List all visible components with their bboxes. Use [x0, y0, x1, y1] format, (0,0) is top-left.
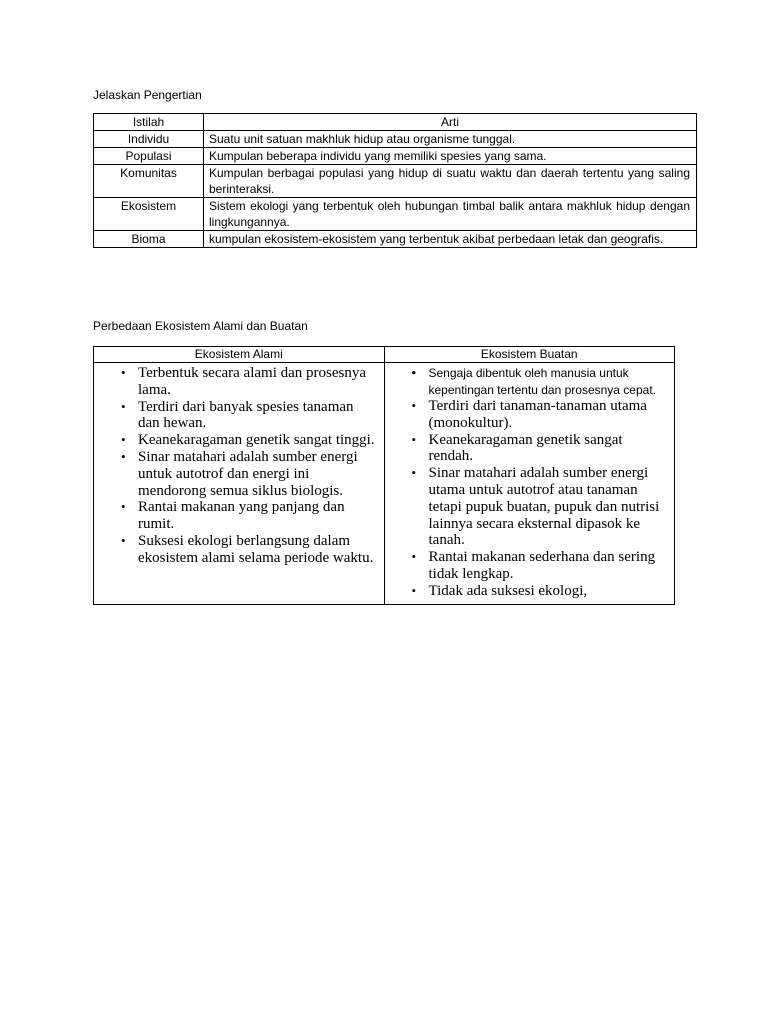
list-item-text: Sengaja dibentuk oleh manusia untuk kepentingan tertentu dan prosesnya cepat.	[428, 366, 656, 397]
comparison-header-row	[94, 347, 675, 363]
terms-col-meaning: Arti	[204, 114, 697, 131]
bullet-icon: •	[411, 398, 417, 413]
list-item-text: Keanekaragaman genetik sangat tinggi.	[138, 432, 375, 449]
bullet-icon: •	[121, 365, 126, 380]
list-item-text: Sinar matahari adalah sumber energi utama untuk autotrof atau tanaman tetapi pupuk buatan, pupuk dan nutrisi lainnya secara eksternal dipasok ke tanah.	[428, 465, 660, 549]
list-item	[385, 432, 669, 466]
term-cell: Bioma	[94, 231, 204, 248]
list-item	[385, 549, 669, 583]
list-item-text: Suksesi ekologi berlangsung dalam ekosistem alami selama periode waktu.	[138, 532, 374, 566]
term-cell: Individu	[94, 131, 204, 148]
table-row	[94, 231, 697, 248]
list-item	[385, 398, 669, 432]
section2-heading: Perbedaan Ekosistem Alami dan Buatan	[93, 319, 308, 333]
meaning-cell: Kumpulan berbagai populasi yang hidup di suatu waktu dan daerah tertentu yang saling berinteraksi.	[204, 165, 697, 198]
list-item-text: Sinar matahari adalah sumber energi untuk autotrof dan energi ini mendorong semua siklus biologis.	[138, 448, 358, 499]
list-item-text: Rantai makanan sederhana dan sering tidak lengkap.	[428, 549, 656, 582]
term-cell: Populasi	[94, 148, 204, 165]
list-item-text: Rantai makanan yang panjang dan rumit.	[138, 499, 345, 533]
terms-header-row	[94, 114, 697, 131]
list-item-text: Terdiri dari tanaman-tanaman utama (monokultur).	[428, 398, 647, 431]
list-item-text: Terdiri dari banyak spesies tanaman dan hewan.	[138, 398, 354, 432]
list-item	[94, 533, 378, 567]
bullet-icon: •	[411, 465, 417, 481]
artificial-list	[385, 365, 669, 600]
meaning-cell: Sistem ekologi yang terbentuk oleh hubungan timbal balik antara makhluk hidup dengan lingkungannya.	[204, 198, 697, 231]
meaning-cell: Suatu unit satuan makhluk hidup atau organisme tunggal.	[204, 131, 697, 148]
bullet-icon: •	[411, 431, 417, 447]
meaning-cell: kumpulan ekosistem-ekosistem yang terbentuk akibat perbedaan letak dan geografis.	[204, 231, 697, 248]
list-item	[385, 583, 669, 600]
bullet-icon: •	[121, 532, 126, 548]
natural-list	[94, 365, 378, 567]
list-item	[385, 365, 669, 398]
list-item	[94, 399, 378, 433]
list-item-text: Tidak ada suksesi ekologi,	[428, 582, 588, 599]
comparison-table	[93, 346, 675, 605]
col-artificial-ecosystem: Ekosistem Buatan	[384, 347, 675, 363]
table-row	[94, 198, 697, 231]
bullet-icon: •	[411, 582, 417, 598]
term-cell: Komunitas	[94, 165, 204, 198]
bullet-icon: •	[121, 448, 126, 464]
bullet-icon: •	[121, 398, 126, 414]
comparison-body-row	[94, 363, 675, 605]
list-item	[94, 432, 378, 449]
bullet-icon: •	[121, 499, 126, 515]
terms-col-term: Istilah	[94, 114, 204, 131]
list-item	[94, 365, 378, 399]
table-row	[94, 165, 697, 198]
section1-heading: Jelaskan Pengertian	[93, 88, 202, 102]
list-item	[94, 449, 378, 499]
bullet-icon: •	[411, 365, 417, 380]
bullet-icon: •	[411, 549, 417, 565]
artificial-cell	[384, 363, 675, 605]
list-item	[94, 499, 378, 533]
table-row	[94, 148, 697, 165]
table-row	[94, 131, 697, 148]
natural-cell	[94, 363, 385, 605]
list-item-text: Terbentuk secara alami dan prosesnya lama.	[138, 365, 367, 398]
meaning-cell: Kumpulan beberapa individu yang memiliki spesies yang sama.	[204, 148, 697, 165]
term-cell: Ekosistem	[94, 198, 204, 231]
list-item-text: Keanekaragaman genetik sangat rendah.	[428, 431, 623, 465]
terms-table	[93, 113, 697, 248]
list-item	[385, 465, 669, 549]
col-natural-ecosystem: Ekosistem Alami	[94, 347, 385, 363]
bullet-icon: •	[121, 432, 126, 448]
